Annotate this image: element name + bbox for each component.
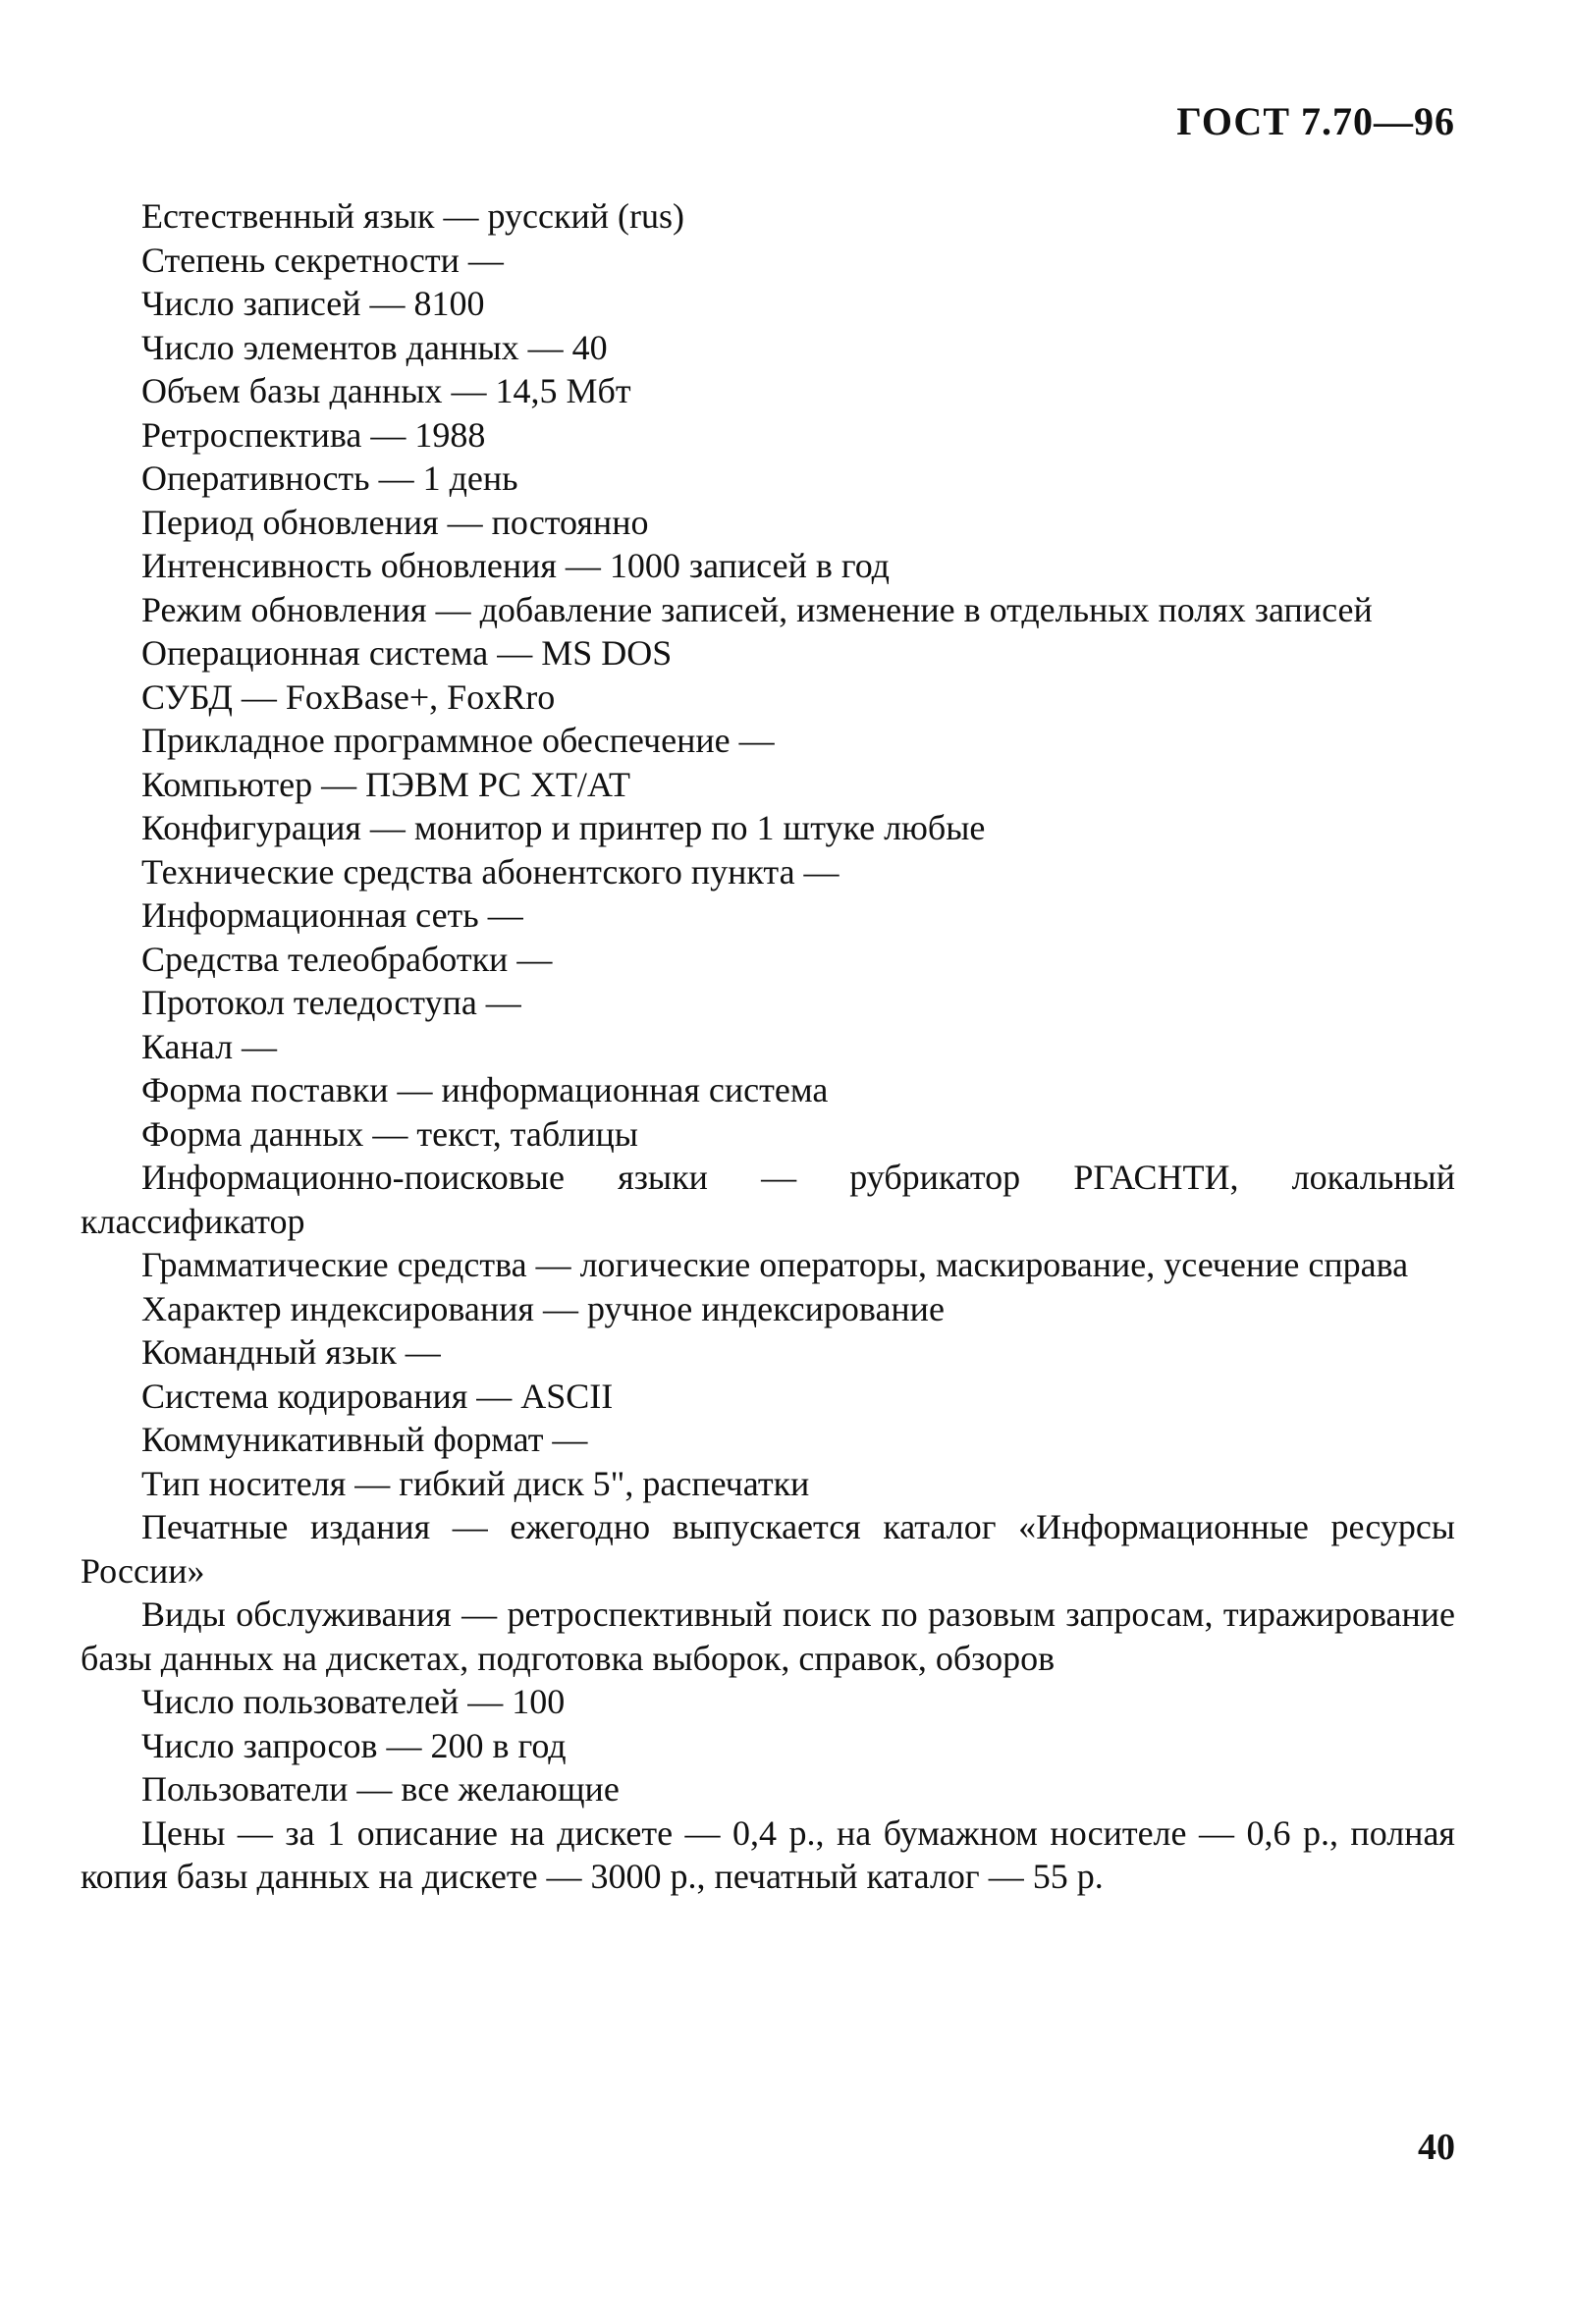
field-line-natural-language: Естественный язык — русский (rus): [141, 196, 684, 236]
field-line-users: Пользователи — все желающие: [141, 1769, 620, 1809]
document-code: ГОСТ 7.70—96: [1176, 99, 1455, 143]
field-line-dbms: СУБД — FoxBase+, FoxRro: [141, 676, 556, 717]
field-line-communication-format: Коммуникативный формат —: [141, 1420, 588, 1459]
field-line-indexing-type: Характер индексирования — ручное индексирование: [141, 1288, 945, 1328]
field-line-channel: Канал —: [141, 1026, 278, 1066]
field-line-configuration: Конфигурация — монитор и принтер по 1 штуке любые: [141, 808, 986, 847]
page-number: 40: [1418, 2127, 1455, 2168]
field-line-user-count: Число пользователей — 100: [141, 1682, 566, 1721]
field-line-media-type: Тип носителя — гибкий диск 5", распечатки: [141, 1463, 810, 1503]
field-line-database-size: Объем базы данных — 14,5 Мбт: [141, 371, 631, 410]
field-line-delivery-form: Форма поставки — информационная система: [141, 1070, 829, 1109]
field-line-printed-editions: Печатные издания — ежегодно выпускается каталог «Информационные ресурсы России»: [81, 1507, 1455, 1591]
field-line-command-language: Командный язык —: [141, 1332, 441, 1372]
field-line-subscriber-hardware: Технические средства абонентского пункта —: [141, 851, 840, 892]
document-body: [81, 194, 1455, 1899]
field-line-encoding-system: Система кодирования — ASCII: [141, 1376, 614, 1416]
field-line-update-intensity: Интенсивность обновления — 1000 записей в год: [141, 546, 890, 585]
field-line-computer: Компьютер — ПЭВМ PC XT/AT: [141, 764, 630, 804]
field-line-operating-system: Операционная система — MS DOS: [141, 633, 673, 673]
field-line-application-software: Прикладное программное обеспечение —: [141, 721, 775, 760]
field-line-record-count: Число записей — 8100: [141, 284, 485, 323]
field-line-retrospective: Ретроспектива — 1988: [141, 414, 486, 455]
field-line-teleprocessing: Средства телеобработки —: [141, 939, 553, 979]
field-line-timeliness: Оперативность — 1 день: [141, 459, 518, 498]
field-line-prices: Цены — за 1 описание на дискете — 0,4 р., на бумажном носителе — 0,6 р., полная копия базы данных на дискете — 3000 р., печатный каталог — 55 р.: [81, 1812, 1455, 1896]
field-line-information-network: Информационная сеть —: [141, 895, 523, 935]
field-line-teleaccess-protocol: Протокол теледоступа —: [141, 983, 521, 1022]
field-line-service-types: Виды обслуживания — ретроспективный поиск по разовым запросам, тиражирование базы данных на дискетах, подготовка выборок, справок, обзоров: [81, 1594, 1455, 1678]
field-line-grammar-tools: Грамматические средства — логические операторы, маскирование, усечение справа: [141, 1245, 1409, 1284]
field-line-update-mode: Режим обновления — добавление записей, изменение в отдельных полях записей: [141, 589, 1373, 629]
field-line-update-period: Период обновления — постоянно: [141, 502, 649, 542]
field-line-request-count: Число запросов — 200 в год: [141, 1725, 567, 1765]
field-line-data-form: Форма данных — текст, таблицы: [141, 1113, 638, 1154]
field-line-data-element-count: Число элементов данных — 40: [141, 327, 608, 367]
field-line-secrecy-level: Степень секретности —: [141, 240, 504, 280]
field-line-retrieval-languages: Информационно-поисковые языки — рубрикатор РГАСНТИ, локальный классификатор: [81, 1158, 1455, 1241]
